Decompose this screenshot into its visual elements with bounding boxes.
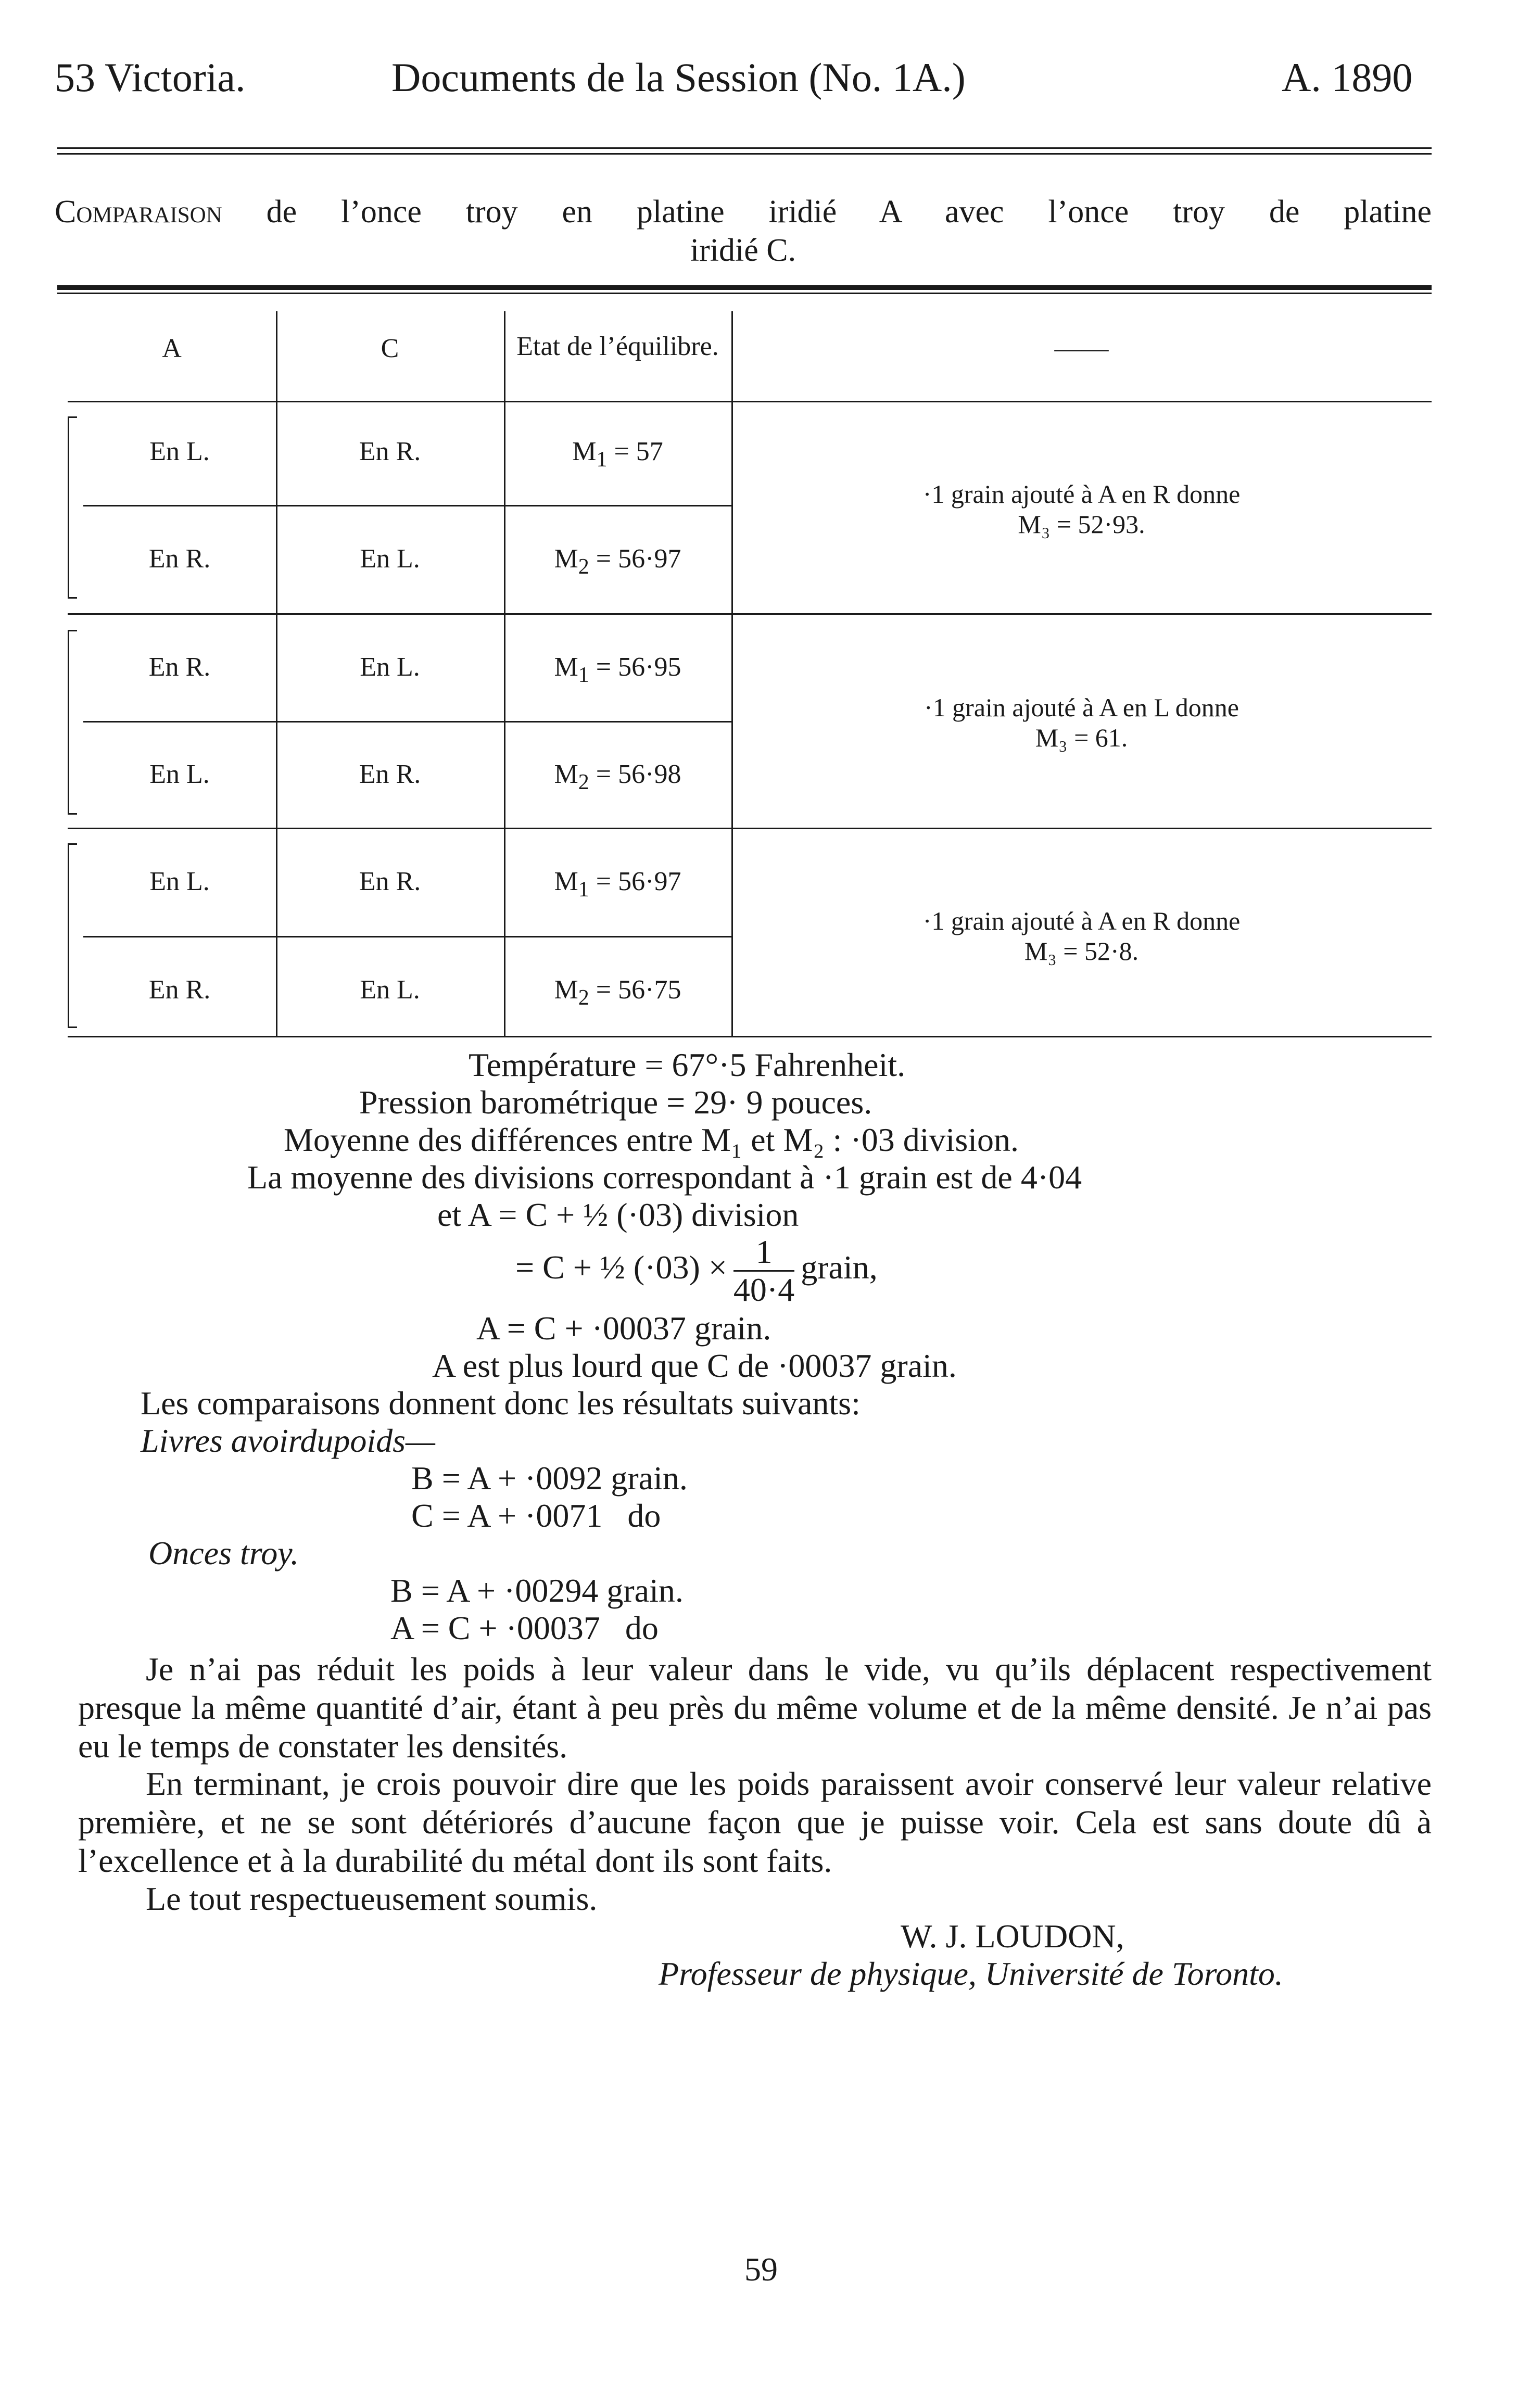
row-rule <box>83 505 731 506</box>
paragraph-vacuum: Je n’ai pas réduit les poids à leur valeur dans le vide, vu qu’ils déplacent respectivement presque la même quantité d’air, étant à peu près du même volume et de la même densité. Je n’ai pas eu le temps de constater les densités. <box>78 1651 1432 1765</box>
cell-equilibrium: $M_2 = 56\cdot 98$ <box>554 759 681 794</box>
header-row-rule <box>68 401 1432 402</box>
livres-c: C = A + ·0071 do <box>411 1497 661 1534</box>
cell-c: En R. <box>359 867 421 896</box>
table-caption <box>55 193 1432 270</box>
closing-line: Le tout respectueusement soumis. <box>146 1880 598 1917</box>
mean-differences-line: Moyenne des différences entre M₁ et M₂ : ·03 division. <box>284 1121 1019 1158</box>
row-rule <box>83 721 731 723</box>
summary-line: Les comparaisons donnent donc les résultats suivants: <box>141 1385 861 1422</box>
caption-line1: de l’once troy en platine iridié A avec l’once troy de platine <box>222 194 1432 230</box>
group-note: ·1 grain ajouté à A en L donne M₃ = 61. <box>924 693 1239 752</box>
onces-label: Onces troy. <box>148 1535 299 1571</box>
table-bottom-rule <box>68 1036 1432 1037</box>
group-brace <box>68 630 81 815</box>
cell-a: En L. <box>149 759 210 789</box>
group-note: ·1 grain ajouté à A en R donne M₃ = 52·93. <box>922 479 1241 539</box>
cell-equilibrium: $M_1 = 56\cdot 95$ <box>554 652 681 687</box>
cell-equilibrium: $M_1 = 56\cdot 97$ <box>554 867 681 902</box>
col-header-c: C <box>381 334 399 363</box>
temperature-line: Température = 67°·5 Fahrenheit. <box>469 1046 906 1083</box>
cell-c: En R. <box>359 437 421 466</box>
header-rule <box>57 147 1432 149</box>
col-header-a: A <box>162 334 182 363</box>
cell-equilibrium: $M_1 = 57$ <box>572 437 663 472</box>
group-rule <box>68 613 1432 615</box>
livres-b: B = A + ·0092 grain. <box>411 1460 688 1497</box>
conclusion-line: A est plus lourd que C de ·00037 grain. <box>432 1347 957 1384</box>
livres-label: Livres avoirdupoids— <box>141 1422 435 1459</box>
cell-a: En R. <box>148 544 211 574</box>
equation-1: et A = C + ½ (·03) division <box>437 1196 799 1233</box>
cell-equilibrium: $M_2 = 56\cdot 75$ <box>554 975 681 1010</box>
pressure-line: Pression barométrique = 29· 9 pouces. <box>359 1084 872 1121</box>
cell-a: En R. <box>148 975 211 1005</box>
cell-c: En L. <box>360 544 420 574</box>
header-right: A. 1890 <box>1282 55 1413 100</box>
paragraph-conclusion: En terminant, je crois pouvoir dire que les poids paraissent avoir conservé leur valeur relative première, et ne se sont détériorés d’aucune façon que je puisse voir. Cela est sans doute dû à l’excellence et à la durabilité du métal dont ils sont faits. <box>78 1765 1432 1879</box>
onces-a: A = C + ·00037 do <box>390 1609 659 1646</box>
cell-c: En R. <box>359 759 421 789</box>
row-rule <box>83 936 731 937</box>
equation-3: A = C + ·00037 grain. <box>476 1310 771 1347</box>
equation-2: = C + ½ (·03) × $\frac{1}{40\cdot 4}$ grain, <box>515 1233 878 1308</box>
header-rule-2 <box>57 153 1432 155</box>
header-left: 53 Victoria. <box>55 55 246 100</box>
cell-c: En L. <box>360 652 420 682</box>
signatory-title: Professeur de physique, Université de Toronto. <box>659 1955 1283 1992</box>
group-brace <box>68 416 81 599</box>
page-number: 59 <box>744 2251 778 2288</box>
col-header-etat: Etat de l’équilibre. <box>516 332 719 361</box>
cell-a: En L. <box>149 437 210 466</box>
cell-a: En R. <box>148 652 211 682</box>
signature: W. J. LOUDON, <box>901 1918 1124 1955</box>
table-top-rule <box>57 285 1432 290</box>
caption-lead: Comparaison <box>55 194 222 230</box>
header-center: Documents de la Session (No. 1A.) <box>391 55 966 100</box>
mean-divisions-line: La moyenne des divisions correspondant à ·1 grain est de 4·04 <box>247 1159 1082 1196</box>
table-top-rule-2 <box>57 293 1432 294</box>
group-brace <box>68 843 81 1028</box>
col-header-blank: —— <box>1054 334 1109 363</box>
caption-line2: iridié C. <box>690 233 796 268</box>
cell-a: En L. <box>149 867 210 896</box>
group-rule <box>68 828 1432 829</box>
cell-c: En L. <box>360 975 420 1005</box>
onces-b: B = A + ·00294 grain. <box>390 1572 684 1609</box>
group-note: ·1 grain ajouté à A en R donne M₃ = 52·8. <box>922 906 1241 966</box>
cell-equilibrium: $M_2 = 56\cdot 97$ <box>554 544 681 579</box>
